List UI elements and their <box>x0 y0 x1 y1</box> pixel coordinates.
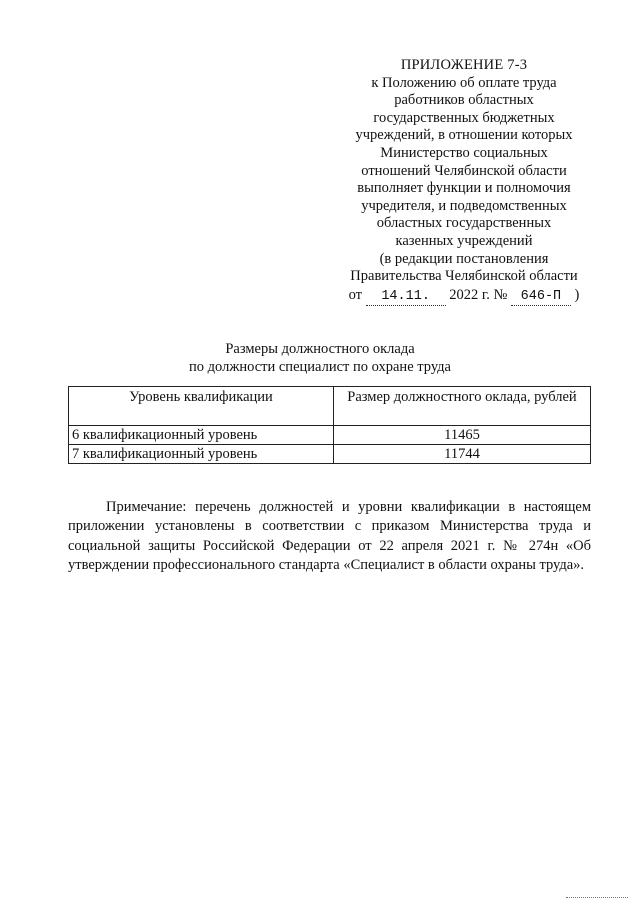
appendix-line: областных государственных <box>376 215 552 232</box>
document-title <box>0 341 640 376</box>
appendix-line: казенных учреждений <box>395 232 533 249</box>
appendix-line: государственных бюджетных <box>373 109 555 126</box>
title-line-1: Размеры должностного оклада <box>225 341 415 357</box>
appendix-header <box>335 57 593 306</box>
decree-number: 646-П <box>511 288 571 307</box>
table-row <box>69 426 591 445</box>
appendix-line: (в редакции постановления <box>379 250 549 267</box>
qualification-level-cell: 6 квалификационный уровень <box>69 426 334 445</box>
appendix-line: Правительства Челябинской области <box>350 268 578 285</box>
salary-amount-cell: 11744 <box>334 445 591 464</box>
appendix-line: выполняет функции и полномочия <box>357 180 571 197</box>
date-prefix: от <box>348 286 363 303</box>
appendix-heading: ПРИЛОЖЕНИЕ 7-3 <box>400 57 528 73</box>
header-salary-amount: Размер должностного оклада, рублей <box>334 387 591 426</box>
close-paren: ) <box>574 286 580 303</box>
appendix-line: отношений Челябинской области <box>361 162 567 179</box>
appendix-line: к Положению об оплате труда <box>371 74 557 91</box>
decree-date: 14.11. <box>366 288 446 307</box>
title-line-2: по должности специалист по охране труда <box>189 358 451 375</box>
table-row <box>69 445 591 464</box>
salary-amount-cell: 11465 <box>334 426 591 445</box>
appendix-line: Министерство социальных <box>380 144 548 161</box>
decree-year: 2022 г. № <box>449 286 508 303</box>
appendix-line: учреждений, в отношении которых <box>355 127 573 144</box>
appendix-line: учредителя, и подведомственных <box>361 197 567 214</box>
scan-edge-mark <box>566 896 628 898</box>
salary-table <box>68 386 591 464</box>
appendix-line: работников областных <box>394 92 534 109</box>
qualification-level-cell: 7 квалификационный уровень <box>69 445 334 464</box>
decree-date-line <box>335 287 593 307</box>
header-qualification-level: Уровень квалификации <box>69 387 334 426</box>
note-paragraph: Примечание: перечень должностей и уровни квалификации в настоящем приложении установлены в соответствии с приказом Министерства труда и социальной защиты Российской Федерации от 22 апреля 2021 г. № 274н «Об утверждении профессионального стандарта «Специалист в области охраны труда». <box>68 498 591 573</box>
table-header-row <box>69 387 591 426</box>
